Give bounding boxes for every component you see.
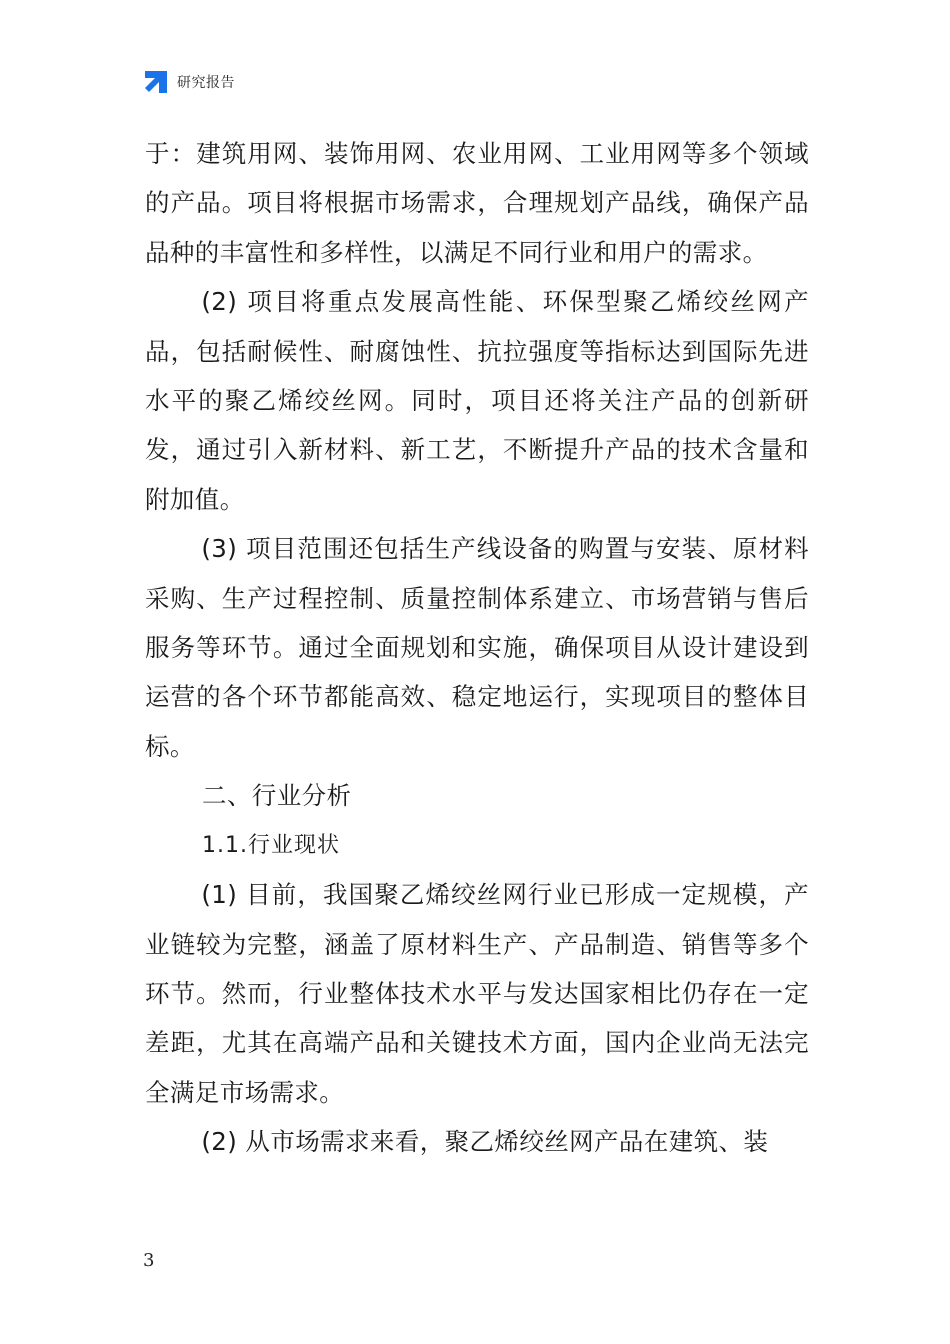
document-body (145, 129, 809, 1167)
paragraph-3: (3) 项目范围还包括生产线设备的购置与安装、原材料采购、生产过程控制、质量控制体系建立、市场营销与售后服务等环节。通过全面规划和实施，确保项目从设计建设到运营的各个环节都能高效、稳定地运行，实现项目的整体目标。 (145, 534, 809, 761)
paragraph-1: 于：建筑用网、装饰用网、农业用网、工业用网等多个领域的产品。项目将根据市场需求，合理规划产品线，确保产品品种的丰富性和多样性，以满足不同行业和用户的需求。 (145, 139, 809, 267)
page-header (143, 68, 235, 96)
section-heading: 二、行业分析 (202, 781, 352, 811)
subsection-heading: 1.1.行业现状 (202, 832, 340, 858)
paragraph-5: (2) 从市场需求来看，聚乙烯绞丝网产品在建筑、装 (201, 1127, 769, 1157)
paragraph-2: (2) 项目将重点发展高性能、环保型聚乙烯绞丝网产品，包括耐候性、耐腐蚀性、抗拉强度等指标达到国际先进水平的聚乙烯绞丝网。同时，项目还将关注产品的创新研发，通过引入新材料、新工艺，不断提升产品的技术含量和附加值。 (145, 287, 809, 514)
header-title: 研究报告 (177, 75, 235, 91)
page-number: 3 (143, 1250, 155, 1271)
arrow-up-right-icon (143, 69, 169, 95)
paragraph-4: (1) 目前，我国聚乙烯绞丝网行业已形成一定规模，产业链较为完整，涵盖了原材料生产、产品制造、销售等多个环节。然而，行业整体技术水平与发达国家相比仍存在一定差距，尤其在高端产品和关键技术方面，国内企业尚无法完全满足市场需求。 (145, 880, 809, 1107)
